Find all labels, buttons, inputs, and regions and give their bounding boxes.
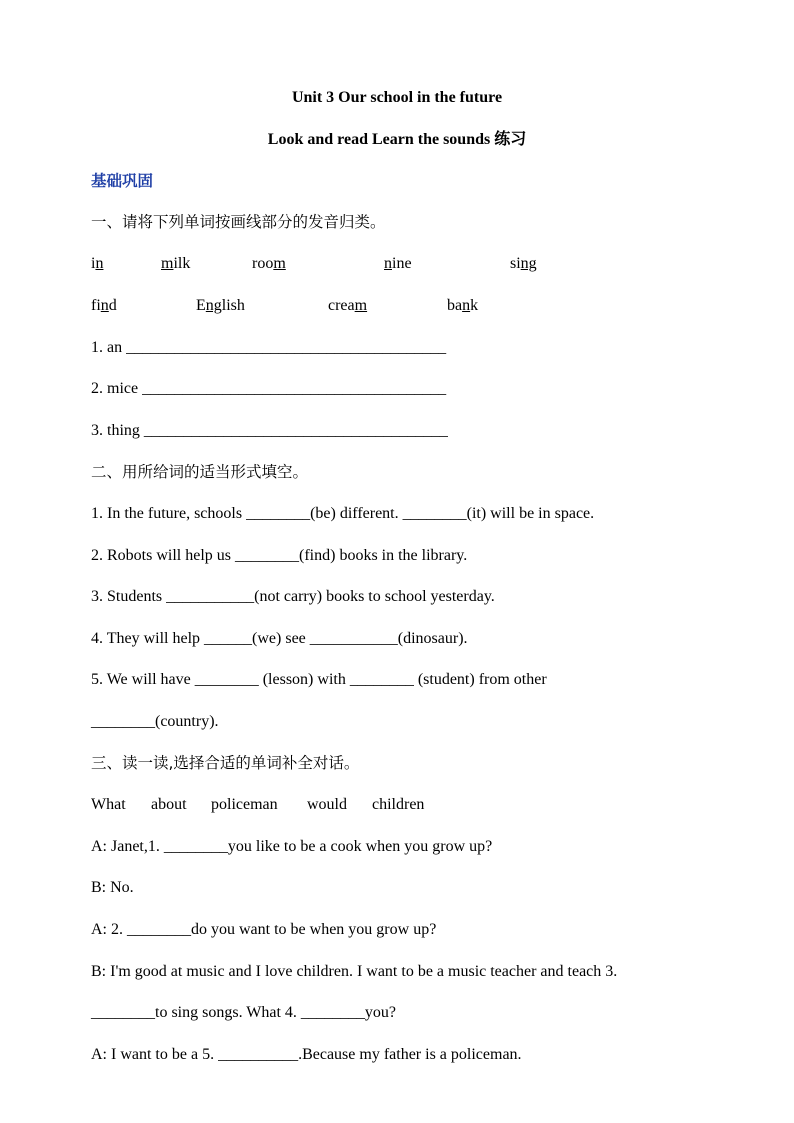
fill-item-3: 3. Students ___________(not carry) books to school yesterday. [91, 588, 495, 605]
part2-heading: 二、用所给词的适当形式填空。 [91, 463, 309, 481]
dialogue-line-5: A: I want to be a 5. __________.Because my father is a policeman. [91, 1046, 522, 1063]
word-bank-item: What [91, 796, 126, 813]
fill-item-5-cont: ________(country). [91, 713, 219, 730]
word-nine: nine [384, 255, 412, 272]
page-title: Unit 3 Our school in the future [291, 89, 503, 106]
word-find: find [91, 297, 117, 314]
page-subtitle: Look and read Learn the sounds 练习 [267, 131, 527, 148]
fill-item-4: 4. They will help ______(we) see ___________(dinosaur). [91, 630, 468, 647]
word-room: room [252, 255, 286, 272]
dialogue-line-4-cont: ________to sing songs. What 4. ________you? [91, 1004, 397, 1021]
word-english: English [196, 297, 245, 314]
word-bank-item: children [372, 796, 425, 813]
word-bank-item: would [307, 796, 347, 813]
fill-item-1: 1. In the future, schools ________(be) different. ________(it) will be in space. [91, 505, 595, 522]
sound-answer-3: 3. thing ______________________________________ [91, 422, 448, 439]
dialogue-line-4: B: I'm good at music and I love children. I want to be a music teacher and teach 3. [91, 963, 618, 980]
part1-heading: 一、请将下列单词按画线部分的发音归类。 [91, 213, 386, 231]
section-label: 基础巩固 [91, 172, 154, 190]
word-bank: bank [447, 297, 479, 314]
dialogue-line-3: A: 2. ________do you want to be when you grow up? [91, 921, 437, 938]
dialogue-line-1: A: Janet,1. ________you like to be a cook when you grow up? [91, 838, 493, 855]
sound-answer-1: 1. an ________________________________________ [91, 339, 447, 356]
word-bank-item: policeman [211, 796, 278, 813]
fill-item-2: 2. Robots will help us ________(find) books in the library. [91, 547, 468, 564]
part3-heading: 三、读一读,选择合适的单词补全对话。 [91, 754, 360, 772]
fill-item-5: 5. We will have ________ (lesson) with ________ (student) from other [91, 671, 547, 688]
word-milk: milk [161, 255, 191, 272]
word-cream: cream [328, 297, 368, 314]
sound-answer-2: 2. mice ______________________________________ [91, 380, 447, 397]
dialogue-line-2: B: No. [91, 879, 134, 896]
word-in: in [91, 255, 104, 272]
word-bank-item: about [151, 796, 187, 813]
word-sing: sing [510, 255, 537, 272]
